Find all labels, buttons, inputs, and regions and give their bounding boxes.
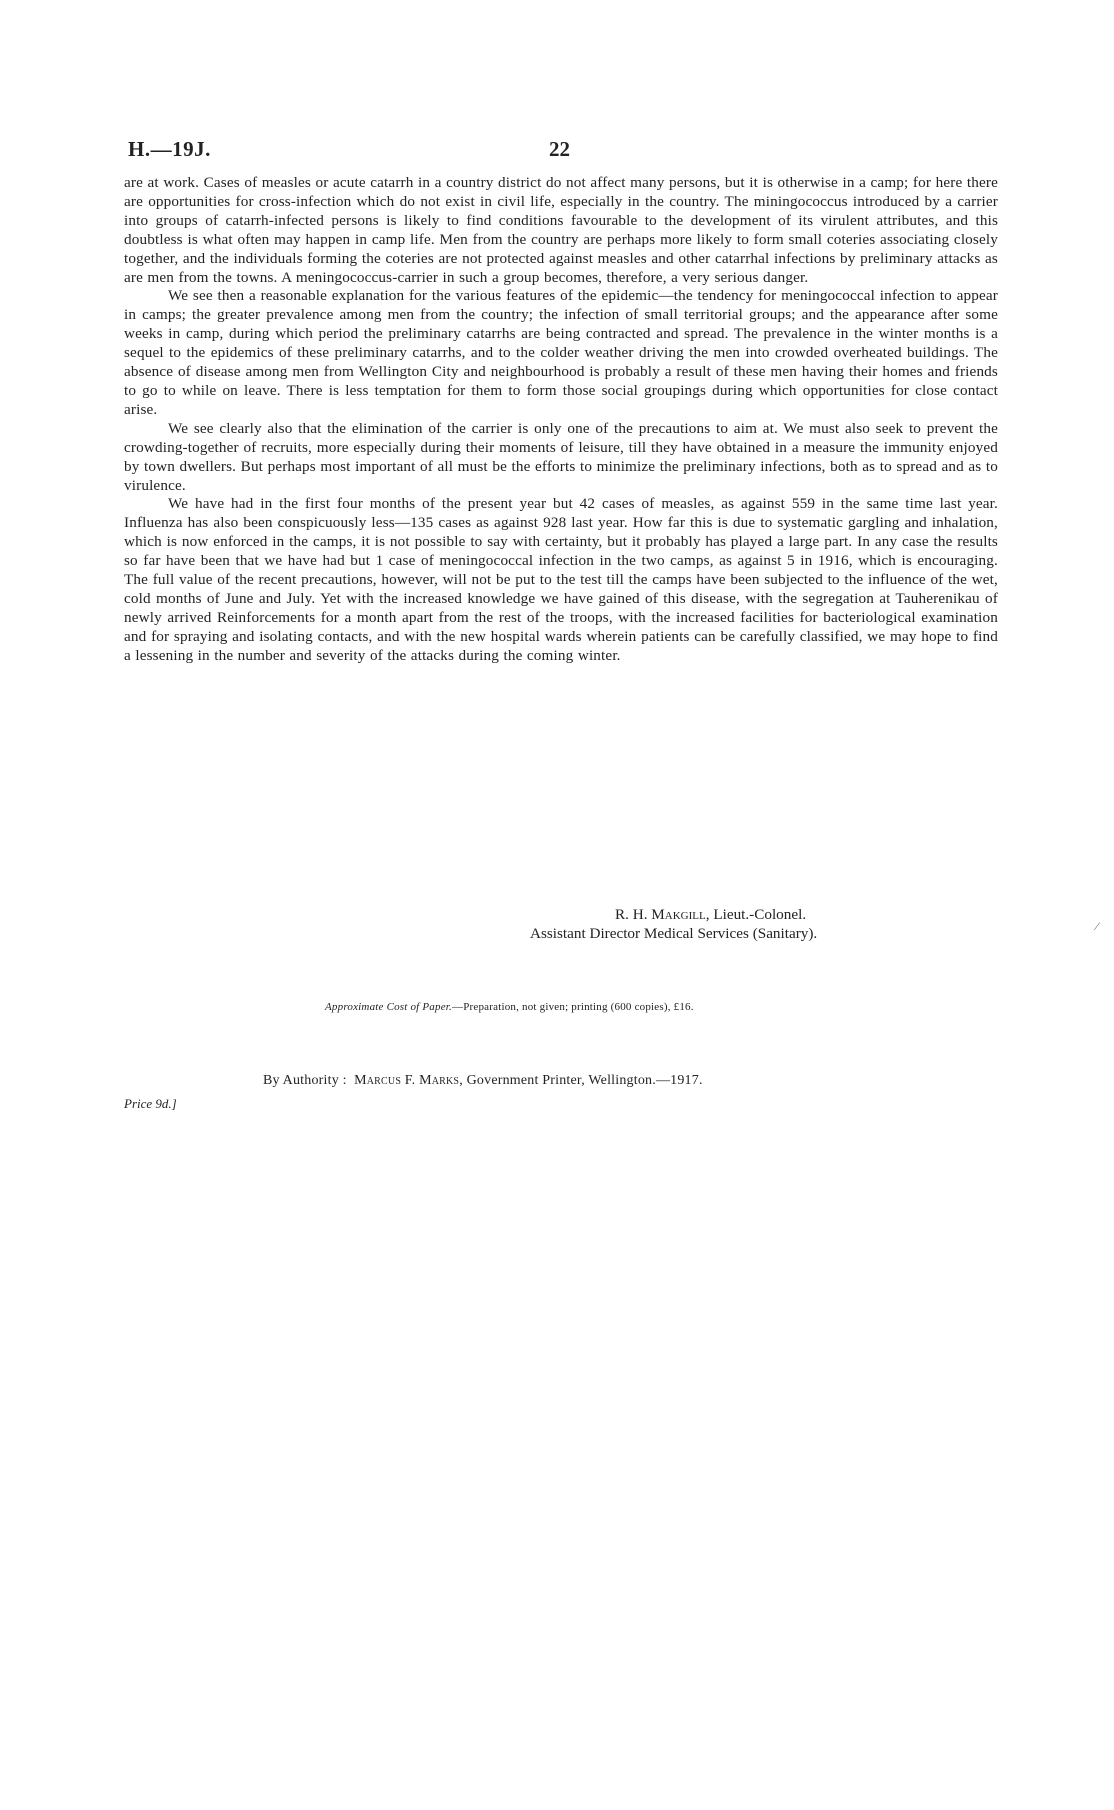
printer-name: Marcus F. Marks — [354, 1073, 460, 1088]
paragraph: We see clearly also that the elimination of the carrier is only one of the precautions to aim at. We must also seek to prevent the crowding-together of recruits, more especially during their moments of leisure, till they have obtained in a measure the immunity enjoyed by town dwellers. But perhaps most important of all must be the efforts to minimize the preliminary infections, both as to spread and as to virulence. — [124, 419, 998, 494]
signatory-name: R. H. Makgill — [615, 906, 706, 923]
paragraph: are at work. Cases of measles or acute catarrh in a country district do not affect many persons, but it is otherwise in a camp; for here there are opportunities for cross-infection which do not exist in civil life, especially in the country. The miningococcus introduced by a carrier into groups of catarrh-infected persons is likely to find conditions favourable to the development of its virulent attributes, and this doubtless is what often may happen in camp life. Men from the country are perhaps more likely to form small coteries associating closely together, and the individuals forming the coteries are not protected against measles and other catarrhal infections by preliminary attacks as are men from the towns. A meningococcus-carrier in such a group becomes, therefore, a very serious danger. — [124, 174, 998, 286]
signature-block — [530, 905, 1000, 943]
price-note: Price 9d.] — [124, 1096, 177, 1111]
signatory-title: Assistant Director Medical Services (Sanitary). — [530, 925, 818, 942]
margin-mark: ⁄ — [1096, 919, 1099, 933]
page-number: 22 — [549, 137, 570, 161]
cost-note-label: Approximate Cost of Paper. — [325, 1001, 453, 1013]
document-reference: H.—19J. — [128, 137, 211, 161]
authority-suffix: , Government Printer, Wellington.—1917. — [459, 1073, 703, 1088]
signatory-line: R. H. Makgill, Lieut.-Colonel. — [615, 906, 807, 923]
paragraph: We see then a reasonable explanation for the various features of the epidemic—the tendency for meningococcal infection to appear in camps; the greater prevalence among men from the country; the infection of small territorial groups; and the appearance after some weeks in camp, during which period the preliminary catarrhs are being contracted and spread. The prevalence in the winter months is a sequel to the epidemics of these preliminary catarrhs, and to the colder weather driving the men into crowded overheated buildings. The absence of disease among men from Wellington City and neighbourhood is probably a result of these men having their homes and friends to go to while on leave. There is less temptation for them to form those social groupings during which opportunities for close contact arise. — [124, 287, 998, 418]
cost-note — [325, 1001, 694, 1013]
authority-prefix: By Authority : — [263, 1073, 347, 1088]
cost-note-details: —Preparation, not given; printing (600 copies), £16. — [452, 1001, 694, 1013]
signatory-rank: Lieut.-Colonel. — [713, 906, 807, 923]
authority-line — [263, 1073, 703, 1089]
body-text — [124, 174, 998, 666]
paragraph: We have had in the first four months of the present year but 42 cases of measles, as against 559 in the same time last year. Influenza has also been conspicuously less—135 cases as against 928 last year. How far this is due to systematic gargling and inhalation, which is now enforced in the camps, it is not possible to say with certainty, but it probably has played a large part. In any case the results so far have been that we have had but 1 case of meningococcal infection in the two camps, as against 5 in 1916, which is encouraging. The full value of the recent precautions, however, will not be put to the test till the camps have been subjected to the influence of the wet, cold months of June and July. Yet with the increased knowledge we have gained of this disease, with the segregation at Tauherenikau of newly arrived Reinforcements for a month apart from the rest of the troops, with the increased facilities for bacteriological examination and for spraying and isolating contacts, and with the new hospital wards wherein patients can be carefully classified, we may hope to find a lessening in the number and severity of the attacks during the coming winter. — [124, 495, 998, 664]
